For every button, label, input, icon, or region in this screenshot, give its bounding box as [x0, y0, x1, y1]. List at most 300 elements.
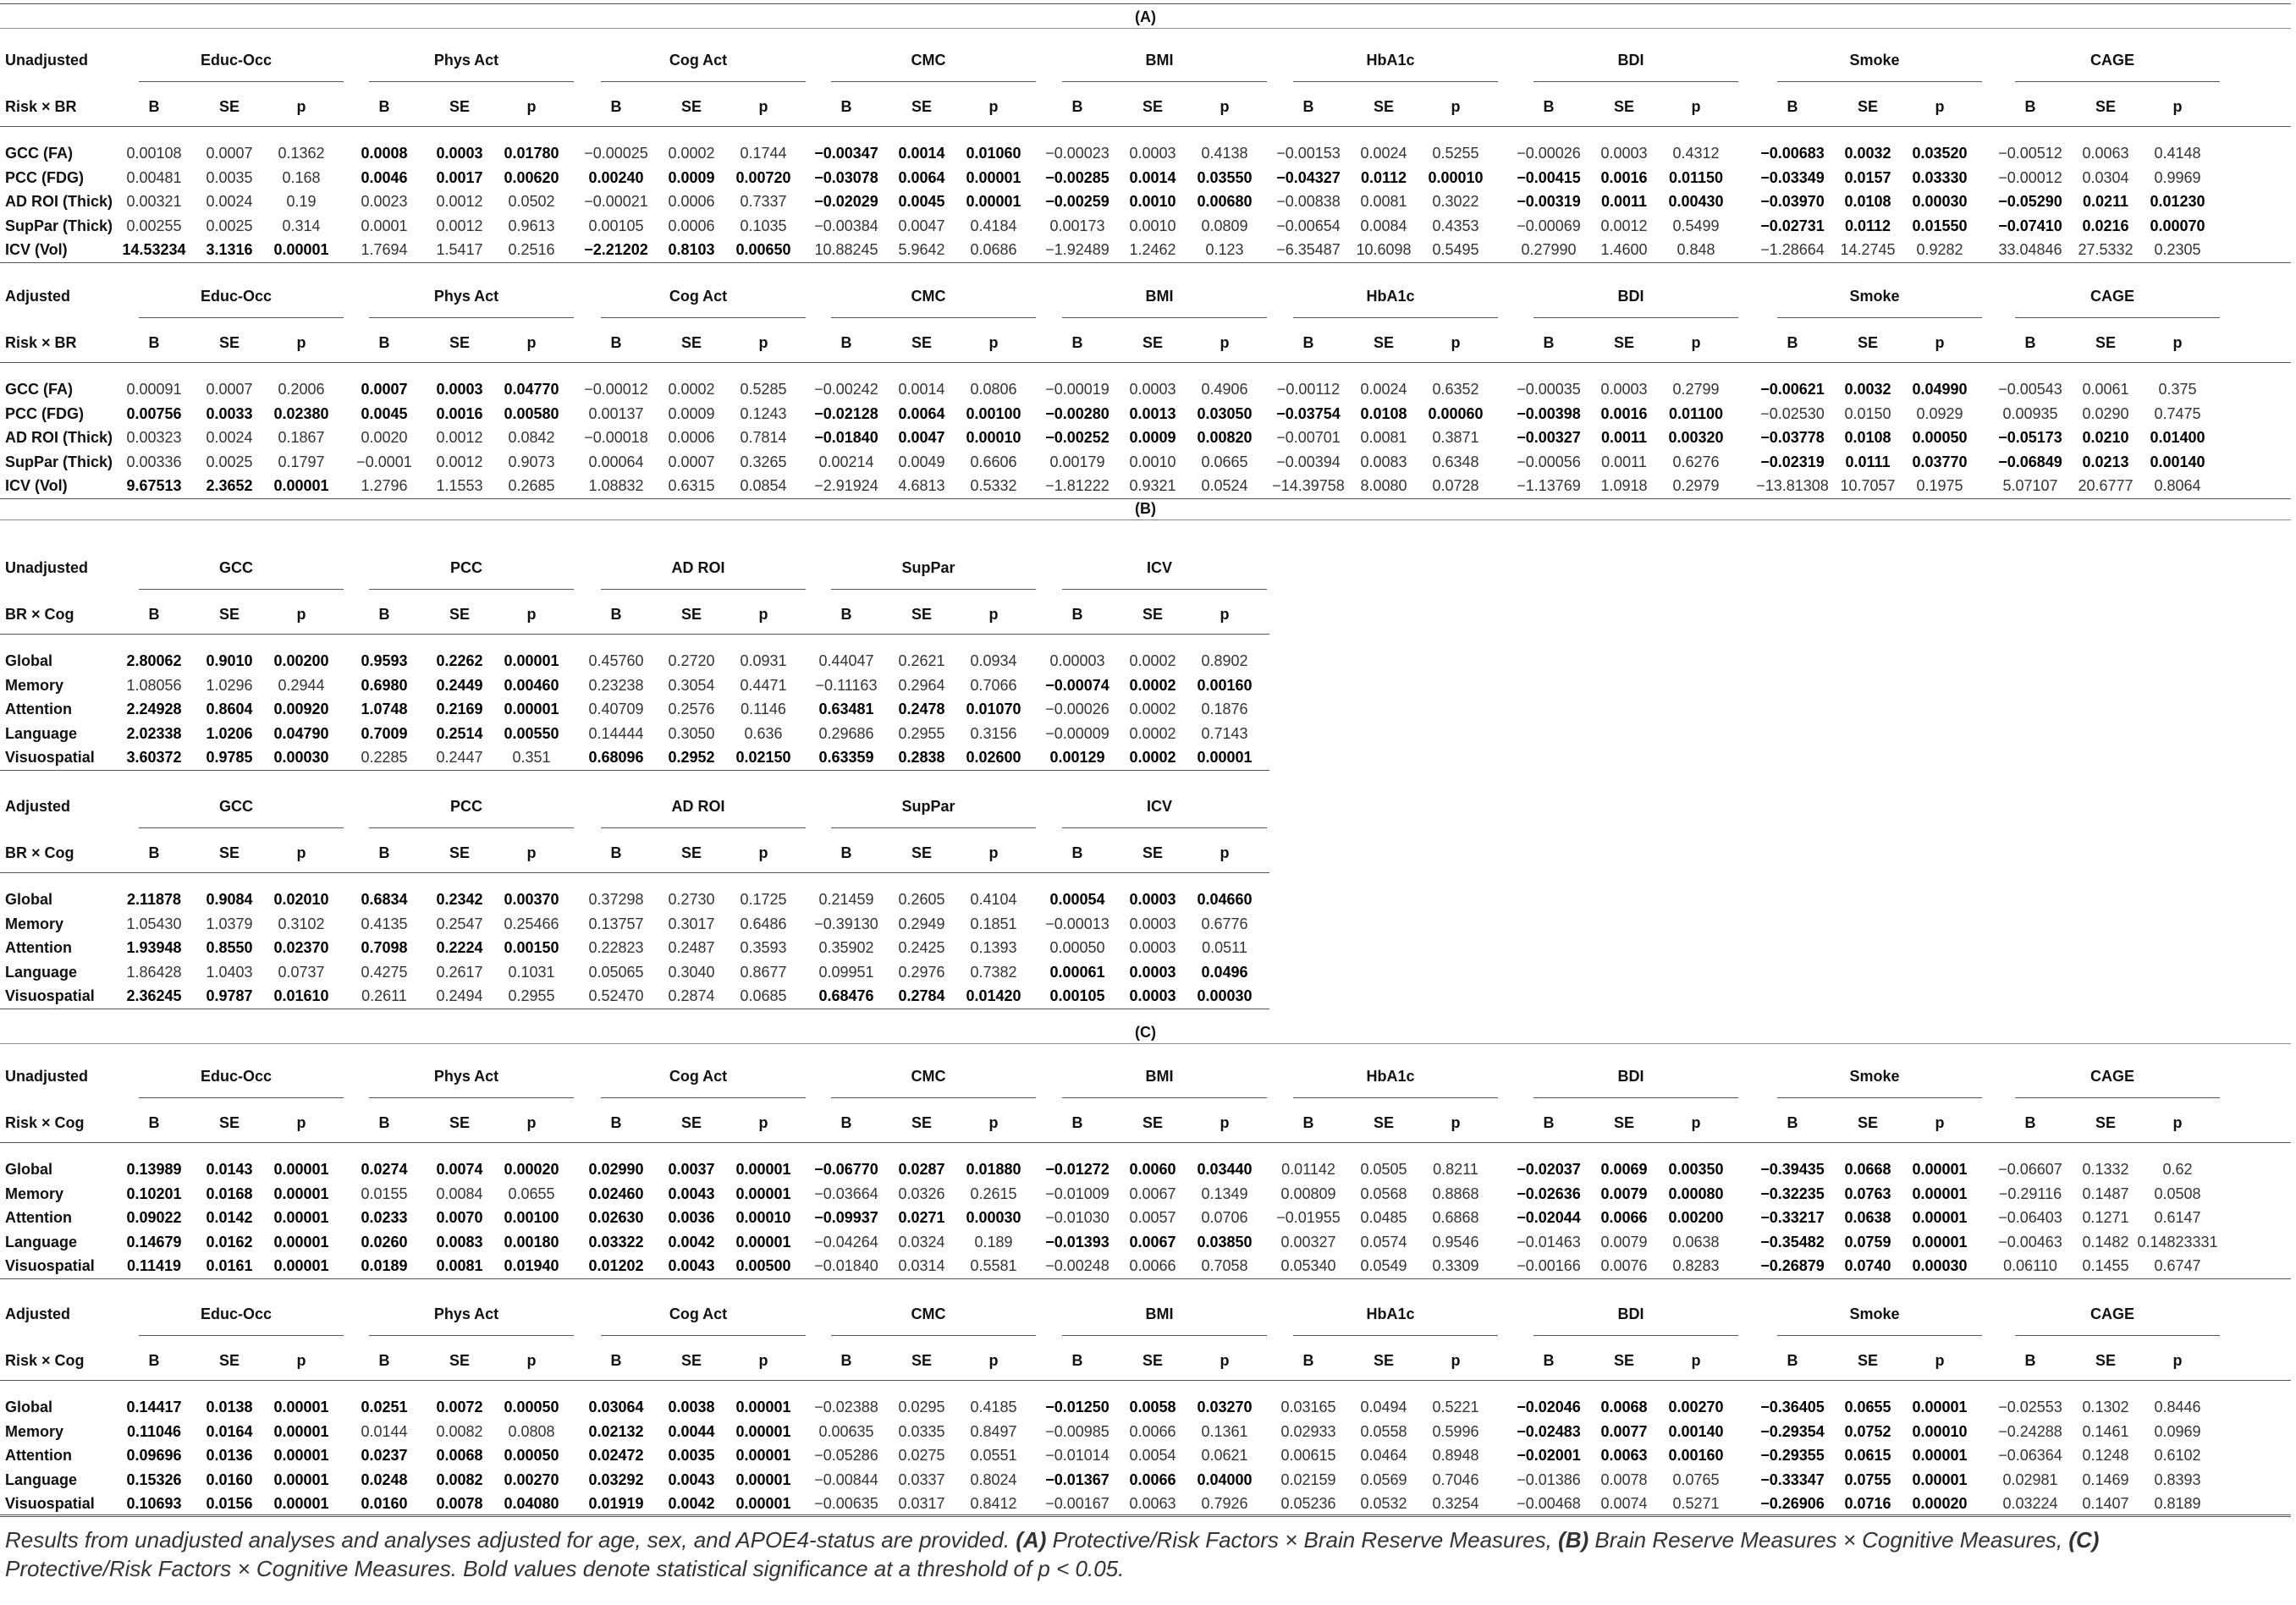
- row-label: ICV (Vol): [5, 241, 68, 258]
- table-cell: 0.0012: [436, 429, 483, 446]
- table-cell: 0.0061: [2082, 381, 2129, 398]
- column-header: p: [296, 1352, 306, 1369]
- table-cell: 0.9787: [206, 987, 253, 1004]
- table-cell: 0.0013: [1129, 405, 1176, 422]
- group-header: HbA1c: [1366, 52, 1415, 69]
- table-cell: −0.11163: [815, 677, 878, 694]
- table-cell: 0.0064: [898, 405, 945, 422]
- table-cell: 0.0011: [1600, 193, 1648, 210]
- table-cell: 0.2425: [898, 939, 945, 956]
- column-header: B: [1302, 1114, 1314, 1131]
- table-cell: 0.05236: [1280, 1495, 1336, 1512]
- table-cell: 0.0010: [1129, 453, 1176, 470]
- group-header: AD ROI: [671, 559, 725, 576]
- table-cell: 0.4275: [361, 964, 408, 981]
- table-cell: 0.3309: [1432, 1257, 1479, 1274]
- table-cell: −6.35487: [1276, 241, 1341, 258]
- table-cell: 0.0558: [1360, 1423, 1407, 1440]
- table-cell: 0.0156: [206, 1495, 253, 1512]
- table-cell: 0.4906: [1201, 381, 1248, 398]
- footnote-text: Results from unadjusted analyses and analyses adjusted for age, sex, and APOE4-status are provided.: [5, 1527, 1016, 1553]
- column-header-rule: [0, 634, 1269, 635]
- table-cell: −1.13769: [1517, 477, 1581, 494]
- table-cell: 0.00001: [735, 1495, 791, 1512]
- table-cell: 0.00321: [126, 193, 182, 210]
- table-cell: −0.05290: [1998, 193, 2062, 210]
- table-cell: 0.0016: [1600, 169, 1648, 186]
- group-header: PCC: [449, 798, 483, 815]
- table-cell: 1.5417: [436, 241, 483, 258]
- table-cell: 0.2955: [898, 725, 945, 742]
- table-cell: 0.01550: [1912, 217, 1968, 234]
- table-cell: 0.0112: [1360, 169, 1407, 186]
- table-cell: 0.0042: [668, 1495, 715, 1512]
- group-header-rule: [1293, 81, 1498, 82]
- table-cell: 0.0003: [1600, 381, 1648, 398]
- table-cell: 0.0014: [898, 381, 945, 398]
- group-header-rule: [1533, 317, 1738, 318]
- column-header: SE: [218, 1114, 240, 1131]
- table-cell: 0.0042: [668, 1234, 715, 1250]
- column-header: p: [988, 1352, 999, 1369]
- group-header-rule: [1777, 81, 1982, 82]
- group-header-rule: [139, 827, 344, 828]
- table-cell: 0.0706: [1201, 1209, 1248, 1226]
- table-cell: 0.6747: [2154, 1257, 2201, 1274]
- column-header: p: [758, 98, 768, 115]
- table-cell: 0.0058: [1129, 1399, 1176, 1415]
- table-cell: −0.06849: [1998, 453, 2062, 470]
- table-cell: 0.6980: [361, 677, 408, 694]
- group-header: Phys Act: [433, 52, 499, 69]
- row-label: SupPar (Thick): [5, 453, 113, 470]
- table-cell: 10.6098: [1356, 241, 1412, 258]
- group-header-rule: [601, 1335, 806, 1336]
- table-cell: 0.27990: [1521, 241, 1577, 258]
- table-cell: 0.00001: [273, 1234, 329, 1250]
- column-header: B: [610, 844, 622, 861]
- table-cell: 0.01780: [504, 145, 559, 162]
- table-cell: 0.00030: [1197, 987, 1253, 1004]
- table-cell: −1.28664: [1760, 241, 1825, 258]
- table-cell: 14.2745: [1840, 241, 1896, 258]
- table-cell: 0.0574: [1360, 1234, 1407, 1250]
- block-bottom-rule: [0, 262, 2291, 263]
- table-cell: 0.0665: [1201, 453, 1248, 470]
- table-cell: 27.5332: [2078, 241, 2134, 258]
- column-header: SE: [911, 844, 933, 861]
- column-header: SE: [1857, 98, 1879, 115]
- table-cell: −0.33347: [1760, 1471, 1825, 1488]
- table-cell: 0.0025: [206, 217, 253, 234]
- table-cell: 0.00001: [273, 477, 329, 494]
- table-cell: 0.3054: [668, 677, 715, 694]
- table-cell: 0.00001: [735, 1399, 791, 1415]
- table-cell: 0.00070: [2150, 217, 2205, 234]
- table-cell: 0.00050: [504, 1447, 559, 1464]
- table-cell: 0.0143: [206, 1161, 253, 1178]
- table-bottom-rule: [0, 1514, 2291, 1515]
- table-cell: 0.00200: [1668, 1209, 1724, 1226]
- table-cell: −0.00252: [1045, 429, 1109, 446]
- group-header-rule: [1062, 81, 1267, 82]
- column-header: SE: [1142, 844, 1164, 861]
- group-header-rule: [1062, 317, 1267, 318]
- table-cell: 0.1393: [970, 939, 1017, 956]
- table-cell: 0.2874: [668, 987, 715, 1004]
- table-cell: 0.0335: [898, 1423, 945, 1440]
- table-cell: 0.2952: [668, 749, 715, 766]
- table-cell: 0.0737: [278, 964, 325, 981]
- table-cell: 0.0740: [1844, 1257, 1891, 1274]
- group-header-rule: [139, 1097, 344, 1098]
- table-cell: 0.8064: [2154, 477, 2201, 494]
- table-cell: 0.00100: [966, 405, 1021, 422]
- table-cell: 0.0007: [668, 453, 715, 470]
- table-cell: −0.06364: [1998, 1447, 2062, 1464]
- group-header: Smoke: [1849, 288, 1900, 305]
- row-label: Language: [5, 1234, 78, 1250]
- group-header: BMI: [1145, 288, 1174, 305]
- table-cell: 0.0003: [1129, 891, 1176, 908]
- group-header: BDI: [1617, 1068, 1644, 1085]
- table-cell: 0.1407: [2082, 1495, 2129, 1512]
- table-cell: 0.6776: [1201, 915, 1248, 932]
- table-cell: 0.7382: [970, 964, 1017, 981]
- column-header: SE: [680, 606, 702, 623]
- table-cell: −0.00985: [1045, 1423, 1109, 1440]
- table-cell: 0.05340: [1280, 1257, 1336, 1274]
- table-cell: 0.4184: [970, 217, 1017, 234]
- group-header-rule: [369, 81, 574, 82]
- table-cell: 0.0969: [2154, 1423, 2201, 1440]
- table-cell: 0.0007: [361, 381, 408, 398]
- table-cell: 0.00001: [273, 1185, 329, 1202]
- table-cell: 0.2224: [436, 939, 483, 956]
- table-top-rule: [0, 3, 2291, 4]
- column-header-rule: [0, 1380, 2291, 1381]
- group-header: Cog Act: [669, 1068, 728, 1085]
- row-label: Visuospatial: [5, 1257, 95, 1274]
- table-cell: 0.00430: [1668, 193, 1724, 210]
- table-cell: 0.0076: [1600, 1257, 1648, 1274]
- table-cell: 0.0164: [206, 1423, 253, 1440]
- group-header: CAGE: [2090, 52, 2135, 69]
- table-cell: 0.63359: [818, 749, 874, 766]
- table-cell: −0.02483: [1517, 1423, 1581, 1440]
- group-header: Smoke: [1849, 1068, 1900, 1085]
- table-cell: 0.0070: [436, 1209, 483, 1226]
- table-cell: 0.0138: [206, 1399, 253, 1415]
- table-cell: 0.00550: [504, 725, 559, 742]
- section-title: (B): [1135, 500, 1156, 517]
- column-header: p: [988, 98, 999, 115]
- analysis-mode-label: Unadjusted: [5, 1068, 89, 1085]
- column-header: p: [526, 844, 537, 861]
- table-cell: 0.00180: [504, 1234, 559, 1250]
- group-header-rule: [139, 589, 344, 590]
- table-cell: 8.0080: [1360, 477, 1407, 494]
- table-cell: 0.1362: [278, 145, 325, 162]
- column-header: B: [1071, 606, 1083, 623]
- table-cell: 0.0763: [1844, 1185, 1891, 1202]
- table-cell: 0.02370: [273, 939, 329, 956]
- column-header: p: [758, 334, 768, 351]
- table-cell: 0.00270: [504, 1471, 559, 1488]
- table-cell: 0.03064: [588, 1399, 644, 1415]
- table-cell: 0.0043: [668, 1471, 715, 1488]
- table-cell: 0.0079: [1600, 1185, 1648, 1202]
- table-cell: 0.0524: [1201, 477, 1248, 494]
- table-cell: 2.36245: [126, 987, 182, 1004]
- table-cell: −0.00463: [1998, 1234, 2062, 1250]
- group-header-rule: [2015, 1097, 2220, 1098]
- table-cell: 0.00030: [1912, 193, 1968, 210]
- table-cell: 0.00001: [273, 1161, 329, 1178]
- column-header: p: [1451, 98, 1461, 115]
- table-cell: 0.2605: [898, 891, 945, 908]
- table-cell: 0.0072: [436, 1399, 483, 1415]
- column-header: SE: [680, 1114, 702, 1131]
- column-header: SE: [1142, 98, 1164, 115]
- table-cell: 0.0020: [361, 429, 408, 446]
- row-label: Visuospatial: [5, 987, 95, 1004]
- table-cell: −0.00026: [1045, 701, 1109, 717]
- table-cell: 0.00680: [1197, 193, 1253, 210]
- column-header: SE: [2095, 98, 2117, 115]
- group-header: CAGE: [2090, 1068, 2135, 1085]
- table-cell: 0.0037: [668, 1161, 715, 1178]
- row-label: Visuospatial: [5, 1495, 95, 1512]
- table-cell: 0.00105: [1049, 987, 1105, 1004]
- table-cell: −0.00701: [1276, 429, 1341, 446]
- column-header: p: [1935, 1114, 1945, 1131]
- table-cell: 0.636: [744, 725, 783, 742]
- column-header: p: [1451, 1352, 1461, 1369]
- table-cell: 0.00030: [1912, 1257, 1968, 1274]
- table-cell: −0.01386: [1517, 1471, 1581, 1488]
- table-cell: 0.00001: [1912, 1471, 1968, 1488]
- table-cell: 0.2547: [436, 915, 483, 932]
- table-cell: 0.03270: [1197, 1399, 1253, 1415]
- table-cell: 0.04770: [504, 381, 559, 398]
- column-header: SE: [1373, 1352, 1395, 1369]
- table-cell: 0.8677: [740, 964, 787, 981]
- column-header-rule: [0, 1142, 2291, 1143]
- table-cell: 0.0842: [508, 429, 555, 446]
- table-cell: 0.0010: [1129, 217, 1176, 234]
- column-header: B: [1302, 98, 1314, 115]
- row-label: Global: [5, 891, 53, 908]
- table-cell: −0.00468: [1517, 1495, 1581, 1512]
- table-cell: −0.06607: [1998, 1161, 2062, 1178]
- table-cell: 0.0290: [2082, 405, 2129, 422]
- table-cell: 0.0511: [1202, 939, 1247, 956]
- table-cell: 0.0216: [2082, 217, 2129, 234]
- table-cell: 0.0008: [361, 145, 408, 162]
- table-cell: 0.5996: [1432, 1423, 1479, 1440]
- table-cell: 0.0003: [1129, 915, 1176, 932]
- table-cell: −0.01250: [1045, 1399, 1109, 1415]
- column-header: B: [2024, 1114, 2036, 1131]
- table-cell: 0.04000: [1197, 1471, 1253, 1488]
- table-cell: −0.00021: [584, 193, 648, 210]
- table-cell: 0.00935: [2002, 405, 2058, 422]
- table-cell: 0.1975: [1916, 477, 1963, 494]
- table-cell: 0.0615: [1844, 1447, 1891, 1464]
- column-header: SE: [1857, 1352, 1879, 1369]
- table-cell: −0.00347: [814, 145, 878, 162]
- column-header: B: [840, 334, 852, 351]
- table-cell: 0.6834: [361, 891, 408, 908]
- column-header: B: [378, 844, 390, 861]
- table-cell: 0.8868: [1432, 1185, 1479, 1202]
- table-cell: 0.0066: [1129, 1257, 1176, 1274]
- table-cell: −0.03349: [1760, 169, 1825, 186]
- table-cell: −0.00012: [1998, 169, 2062, 186]
- column-header: SE: [1613, 98, 1635, 115]
- column-header: SE: [1373, 334, 1395, 351]
- table-cell: 2.3652: [206, 477, 253, 494]
- table-cell: 0.02472: [588, 1447, 644, 1464]
- analysis-mode-label: Unadjusted: [5, 52, 89, 69]
- table-cell: 0.01060: [966, 145, 1021, 162]
- table-cell: 0.68476: [818, 987, 874, 1004]
- table-cell: 0.8550: [206, 939, 253, 956]
- table-cell: 0.8446: [2154, 1399, 2201, 1415]
- group-header: Cog Act: [669, 288, 728, 305]
- table-cell: 0.1332: [2082, 1161, 2129, 1178]
- group-header: GCC: [219, 798, 253, 815]
- table-cell: 0.0081: [1360, 193, 1407, 210]
- table-cell: 1.08056: [126, 677, 182, 694]
- column-header: B: [1071, 334, 1083, 351]
- group-header-rule: [369, 1335, 574, 1336]
- table-cell: 0.0057: [1129, 1209, 1176, 1226]
- table-cell: 0.0160: [361, 1495, 408, 1512]
- row-label: AD ROI (Thick): [5, 429, 113, 446]
- table-cell: 0.0728: [1432, 477, 1479, 494]
- table-cell: 0.0035: [206, 169, 253, 186]
- column-header: B: [2024, 98, 2036, 115]
- table-cell: 0.0045: [361, 405, 408, 422]
- table-cell: −0.02001: [1517, 1447, 1581, 1464]
- table-cell: 0.3040: [668, 964, 715, 981]
- table-cell: −0.00844: [814, 1471, 878, 1488]
- column-header: B: [1787, 98, 1798, 115]
- column-header: B: [2024, 334, 2036, 351]
- table-cell: 0.00001: [1197, 749, 1253, 766]
- table-cell: 0.1302: [2082, 1399, 2129, 1415]
- group-header: CMC: [911, 52, 946, 69]
- table-cell: 0.0551: [970, 1447, 1017, 1464]
- table-cell: 0.00001: [735, 1234, 791, 1250]
- table-cell: 0.06110: [2003, 1257, 2057, 1274]
- table-cell: 0.0314: [898, 1257, 945, 1274]
- table-cell: 0.00615: [1280, 1447, 1336, 1464]
- table-cell: 0.02990: [588, 1161, 644, 1178]
- table-cell: 5.07107: [2002, 477, 2058, 494]
- table-cell: 0.3022: [1432, 193, 1479, 210]
- table-cell: 0.11046: [126, 1423, 182, 1440]
- table-cell: −0.02731: [1760, 217, 1825, 234]
- column-header: B: [148, 1114, 160, 1131]
- column-header: SE: [911, 98, 933, 115]
- table-cell: 0.7814: [740, 429, 787, 446]
- table-cell: −0.06403: [1998, 1209, 2062, 1226]
- group-header: Phys Act: [433, 1068, 499, 1085]
- column-header: SE: [911, 1352, 933, 1369]
- column-header: SE: [1142, 1114, 1164, 1131]
- table-cell: 0.0017: [436, 169, 483, 186]
- group-header: CMC: [911, 288, 946, 305]
- column-header: p: [988, 844, 999, 861]
- table-cell: 0.0287: [898, 1161, 945, 1178]
- table-cell: 0.02132: [588, 1423, 644, 1440]
- table-cell: 0.22823: [588, 939, 644, 956]
- table-cell: 0.00336: [126, 453, 182, 470]
- row-label: Language: [5, 725, 78, 742]
- row-header-label: Risk × Cog: [5, 1114, 85, 1131]
- row-label: Memory: [5, 1423, 64, 1440]
- table-cell: 0.9073: [508, 453, 555, 470]
- table-cell: 0.03770: [1912, 453, 1968, 470]
- table-cell: −0.02636: [1517, 1185, 1581, 1202]
- table-cell: 0.0082: [436, 1471, 483, 1488]
- table-cell: 0.01919: [588, 1495, 644, 1512]
- group-header-rule: [1777, 1335, 1982, 1336]
- group-header: Educ-Occ: [200, 52, 273, 69]
- table-cell: 0.00001: [273, 1257, 329, 1274]
- table-cell: 0.7926: [1201, 1495, 1248, 1512]
- table-cell: 0.189: [974, 1234, 1013, 1250]
- table-cell: 4.6813: [898, 477, 945, 494]
- group-header-rule: [1293, 317, 1498, 318]
- table-cell: 0.0006: [668, 193, 715, 210]
- table-cell: 0.0081: [436, 1257, 483, 1274]
- table-cell: 0.0108: [1844, 429, 1891, 446]
- footnote-label-b: (B): [1558, 1527, 1589, 1553]
- column-header: B: [840, 606, 852, 623]
- table-cell: 0.03224: [2002, 1495, 2058, 1512]
- column-header: SE: [1857, 1114, 1879, 1131]
- table-cell: 0.0668: [1844, 1161, 1891, 1178]
- column-header: SE: [1613, 1352, 1635, 1369]
- column-header: B: [1787, 1114, 1798, 1131]
- group-header: HbA1c: [1366, 1068, 1415, 1085]
- column-header: SE: [680, 98, 702, 115]
- table-cell: 0.0621: [1201, 1447, 1248, 1464]
- table-cell: 0.0502: [508, 193, 555, 210]
- table-cell: 0.2487: [668, 939, 715, 956]
- table-cell: 0.9785: [206, 749, 253, 766]
- table-cell: 0.1455: [2082, 1257, 2129, 1274]
- row-label: PCC (FDG): [5, 169, 84, 186]
- table-cell: 0.8024: [970, 1471, 1017, 1488]
- table-cell: 0.1469: [2082, 1471, 2129, 1488]
- table-cell: 0.0014: [898, 145, 945, 162]
- table-cell: 0.2006: [278, 381, 325, 398]
- table-cell: −0.39435: [1760, 1161, 1825, 1178]
- table-cell: 0.00010: [1428, 169, 1484, 186]
- row-label: Memory: [5, 915, 64, 932]
- table-cell: 0.0003: [436, 381, 483, 398]
- column-header: B: [148, 98, 160, 115]
- table-cell: 0.8604: [206, 701, 253, 717]
- table-cell: 0.0496: [1201, 964, 1248, 981]
- row-label: AD ROI (Thick): [5, 193, 113, 210]
- table-cell: −0.33217: [1760, 1209, 1825, 1226]
